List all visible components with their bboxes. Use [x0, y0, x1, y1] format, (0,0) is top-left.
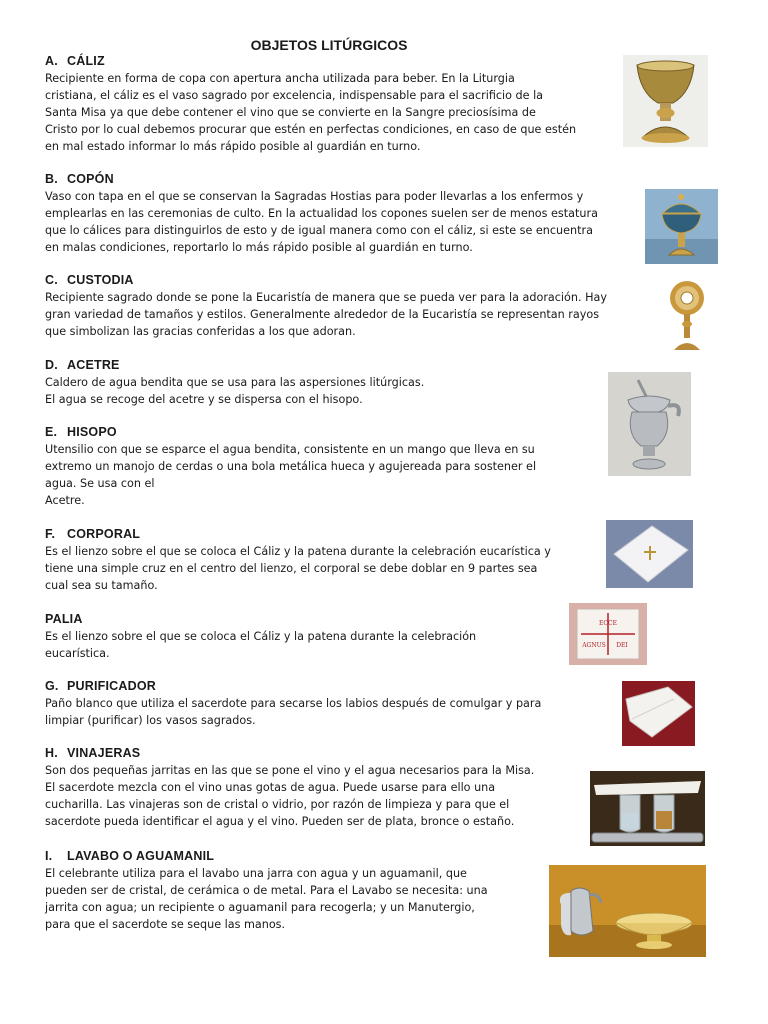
text-line: en mal estado informar lo más rápido posible al guardián en turno.: [45, 140, 421, 153]
text-line: Es el lienzo sobre el que se coloca el Cáliz y la patena durante la celebración: [45, 630, 477, 643]
chalice-image: [623, 55, 708, 147]
text-line: gran variedad de tamaños y estilos. Generalmente alrededor de la Eucaristía se representan rayos: [45, 308, 600, 321]
text-line: que lo cálices para distinguirlos de esto y de igual manera como con el cáliz, si este se encuentra: [45, 224, 593, 237]
section-text: [45, 374, 424, 408]
text-line: tiene una simple cruz en el centro del lienzo, el corporal se debe doblar en 9 partes sea: [45, 562, 538, 575]
section-letter: C.: [45, 273, 58, 287]
section-title: CORPORAL: [67, 527, 141, 541]
section-title: VINAJERAS: [67, 746, 141, 760]
section-heading: [45, 746, 534, 760]
section-text: [45, 188, 598, 256]
section-heading: [45, 849, 488, 863]
purificator-image: [622, 681, 695, 746]
text-line: Vaso con tapa en el que se conservan la Sagradas Hostias para poder llevarlas a los enfermos y: [45, 190, 584, 203]
palla-word: AGNUS: [582, 642, 606, 649]
section-text: [45, 865, 488, 933]
text-line: Acetre.: [45, 494, 85, 507]
text-line: limpiar (purificar) los vasos sagrados.: [45, 714, 256, 727]
section-text: [45, 628, 476, 662]
section-text: [45, 543, 551, 594]
text-line: Cristo por lo cual debemos procurar que estén en perfectas condiciones, en caso de que estén: [45, 123, 577, 136]
section-caliz: [45, 54, 576, 155]
section-corporal: [45, 527, 551, 594]
section-hisopo: [45, 425, 536, 509]
section-palia: [45, 612, 476, 662]
section-letter: A.: [45, 54, 58, 68]
section-heading: [45, 54, 576, 68]
page-title: OBJETOS LITÚRGICOS: [250, 37, 408, 53]
section-heading: [45, 679, 541, 693]
text-line: Caldero de agua bendita que se usa para las aspersiones litúrgicas.: [45, 376, 425, 389]
section-text: [45, 441, 536, 509]
section-heading: [45, 358, 424, 372]
monstrance-image: [666, 278, 708, 353]
text-line: pueden ser de cristal, de cerámica o de metal. Para el Lavabo se necesita: una: [45, 884, 488, 897]
section-heading: [45, 425, 536, 439]
section-title: ACETRE: [67, 358, 120, 372]
lavabo-image: [549, 865, 706, 957]
text-line: El celebrante utiliza para el lavabo una jarra con agua y un aguamanil, que: [45, 867, 467, 880]
aspersorium-image: [608, 372, 691, 476]
section-title: COPÓN: [67, 172, 114, 186]
section-letter: E.: [45, 425, 58, 439]
section-letter: I.: [45, 849, 53, 863]
section-heading: [45, 172, 598, 186]
text-line: sacerdote pueda identificar el agua y el vino. Pueden ser de plata, bronce o estaño.: [45, 815, 515, 828]
text-line: extremo un manojo de cerdas o una bola metálica hueca y agujereada para sostener el: [45, 460, 537, 473]
text-line: Santa Misa ya que debe contener el vino que se convierte en la Sangre preciosísima de: [45, 106, 536, 119]
section-letter: G.: [45, 679, 59, 693]
text-line: Recipiente en forma de copa con apertura ancha utilizada para beber. En la Liturgia: [45, 72, 515, 85]
text-line: cucharilla. Las vinajeras son de cristal o vidrio, por razón de limpieza y para que el: [45, 798, 510, 811]
section-letter: D.: [45, 358, 58, 372]
section-copon: [45, 172, 598, 256]
text-line: cual sea su tamaño.: [45, 579, 158, 592]
section-title: PURIFICADOR: [67, 679, 157, 693]
section-letter: H.: [45, 746, 58, 760]
section-letter: F.: [45, 527, 56, 541]
section-acetre: [45, 358, 424, 408]
section-title: LAVABO O AGUAMANIL: [67, 849, 215, 863]
section-heading: [45, 527, 551, 541]
palla-word: DEI: [616, 642, 628, 649]
text-line: Paño blanco que utiliza el sacerdote para secarse los labios después de comulgar y para: [45, 697, 542, 710]
section-title: HISOPO: [67, 425, 117, 439]
palla-word: ECCE: [599, 620, 617, 627]
text-line: Son dos pequeñas jarritas en las que se pone el vino y el agua necesarios para la Misa.: [45, 764, 535, 777]
text-line: para que el sacerdote se seque las manos.: [45, 918, 286, 931]
text-line: eucarística.: [45, 647, 110, 660]
section-letter: B.: [45, 172, 58, 186]
text-line: emplearlas en las ceremonias de culto. En la actualidad los copones suelen ser de menos estatura: [45, 207, 598, 220]
text-line: en malas condiciones, reportarlo lo más rápido posible al guardián en turno.: [45, 241, 473, 254]
palla-image: [569, 603, 647, 665]
section-text: [45, 695, 541, 729]
section-heading: [45, 273, 607, 287]
text-line: El sacerdote mezcla con el vino unas gotas de agua. Puede usarse para ello una: [45, 781, 496, 794]
text-line: que simbolizan las gracias conferidas a los que adoran.: [45, 325, 356, 338]
section-title: PALIA: [45, 612, 83, 626]
section-text: [45, 289, 607, 340]
section-title: CUSTODIA: [67, 273, 134, 287]
ciborium-image: [645, 189, 718, 264]
text-line: Es el lienzo sobre el que se coloca el Cáliz y la patena durante la celebración eucarística y: [45, 545, 551, 558]
text-line: jarrita con agua; un recipiente o aguamanil para recogerla; y un Manutergio,: [45, 901, 475, 914]
text-line: El agua se recoge del acetre y se dispersa con el hisopo.: [45, 393, 363, 406]
text-line: agua. Se usa con el: [45, 477, 155, 490]
text-line: Utensilio con que se esparce el agua bendita, consistente en un mango que lleva en su: [45, 443, 535, 456]
section-heading: [45, 612, 476, 626]
text-line: Recipiente sagrado donde se pone la Eucaristía de manera que se pueda ver para la adoración. Hay: [45, 291, 607, 304]
section-custodia: [45, 273, 607, 340]
text-line: cristiana, el cáliz es el vaso sagrado por excelencia, indispensable para el sacrificio de la: [45, 89, 544, 102]
corporal-cloth-image: [606, 520, 693, 588]
section-text: [45, 762, 534, 830]
section-vinajeras: [45, 746, 534, 830]
section-title: CÁLIZ: [67, 54, 105, 68]
section-text: [45, 70, 576, 155]
cruets-image: [590, 771, 705, 846]
section-lavabo: [45, 849, 488, 933]
section-purificador: [45, 679, 541, 729]
